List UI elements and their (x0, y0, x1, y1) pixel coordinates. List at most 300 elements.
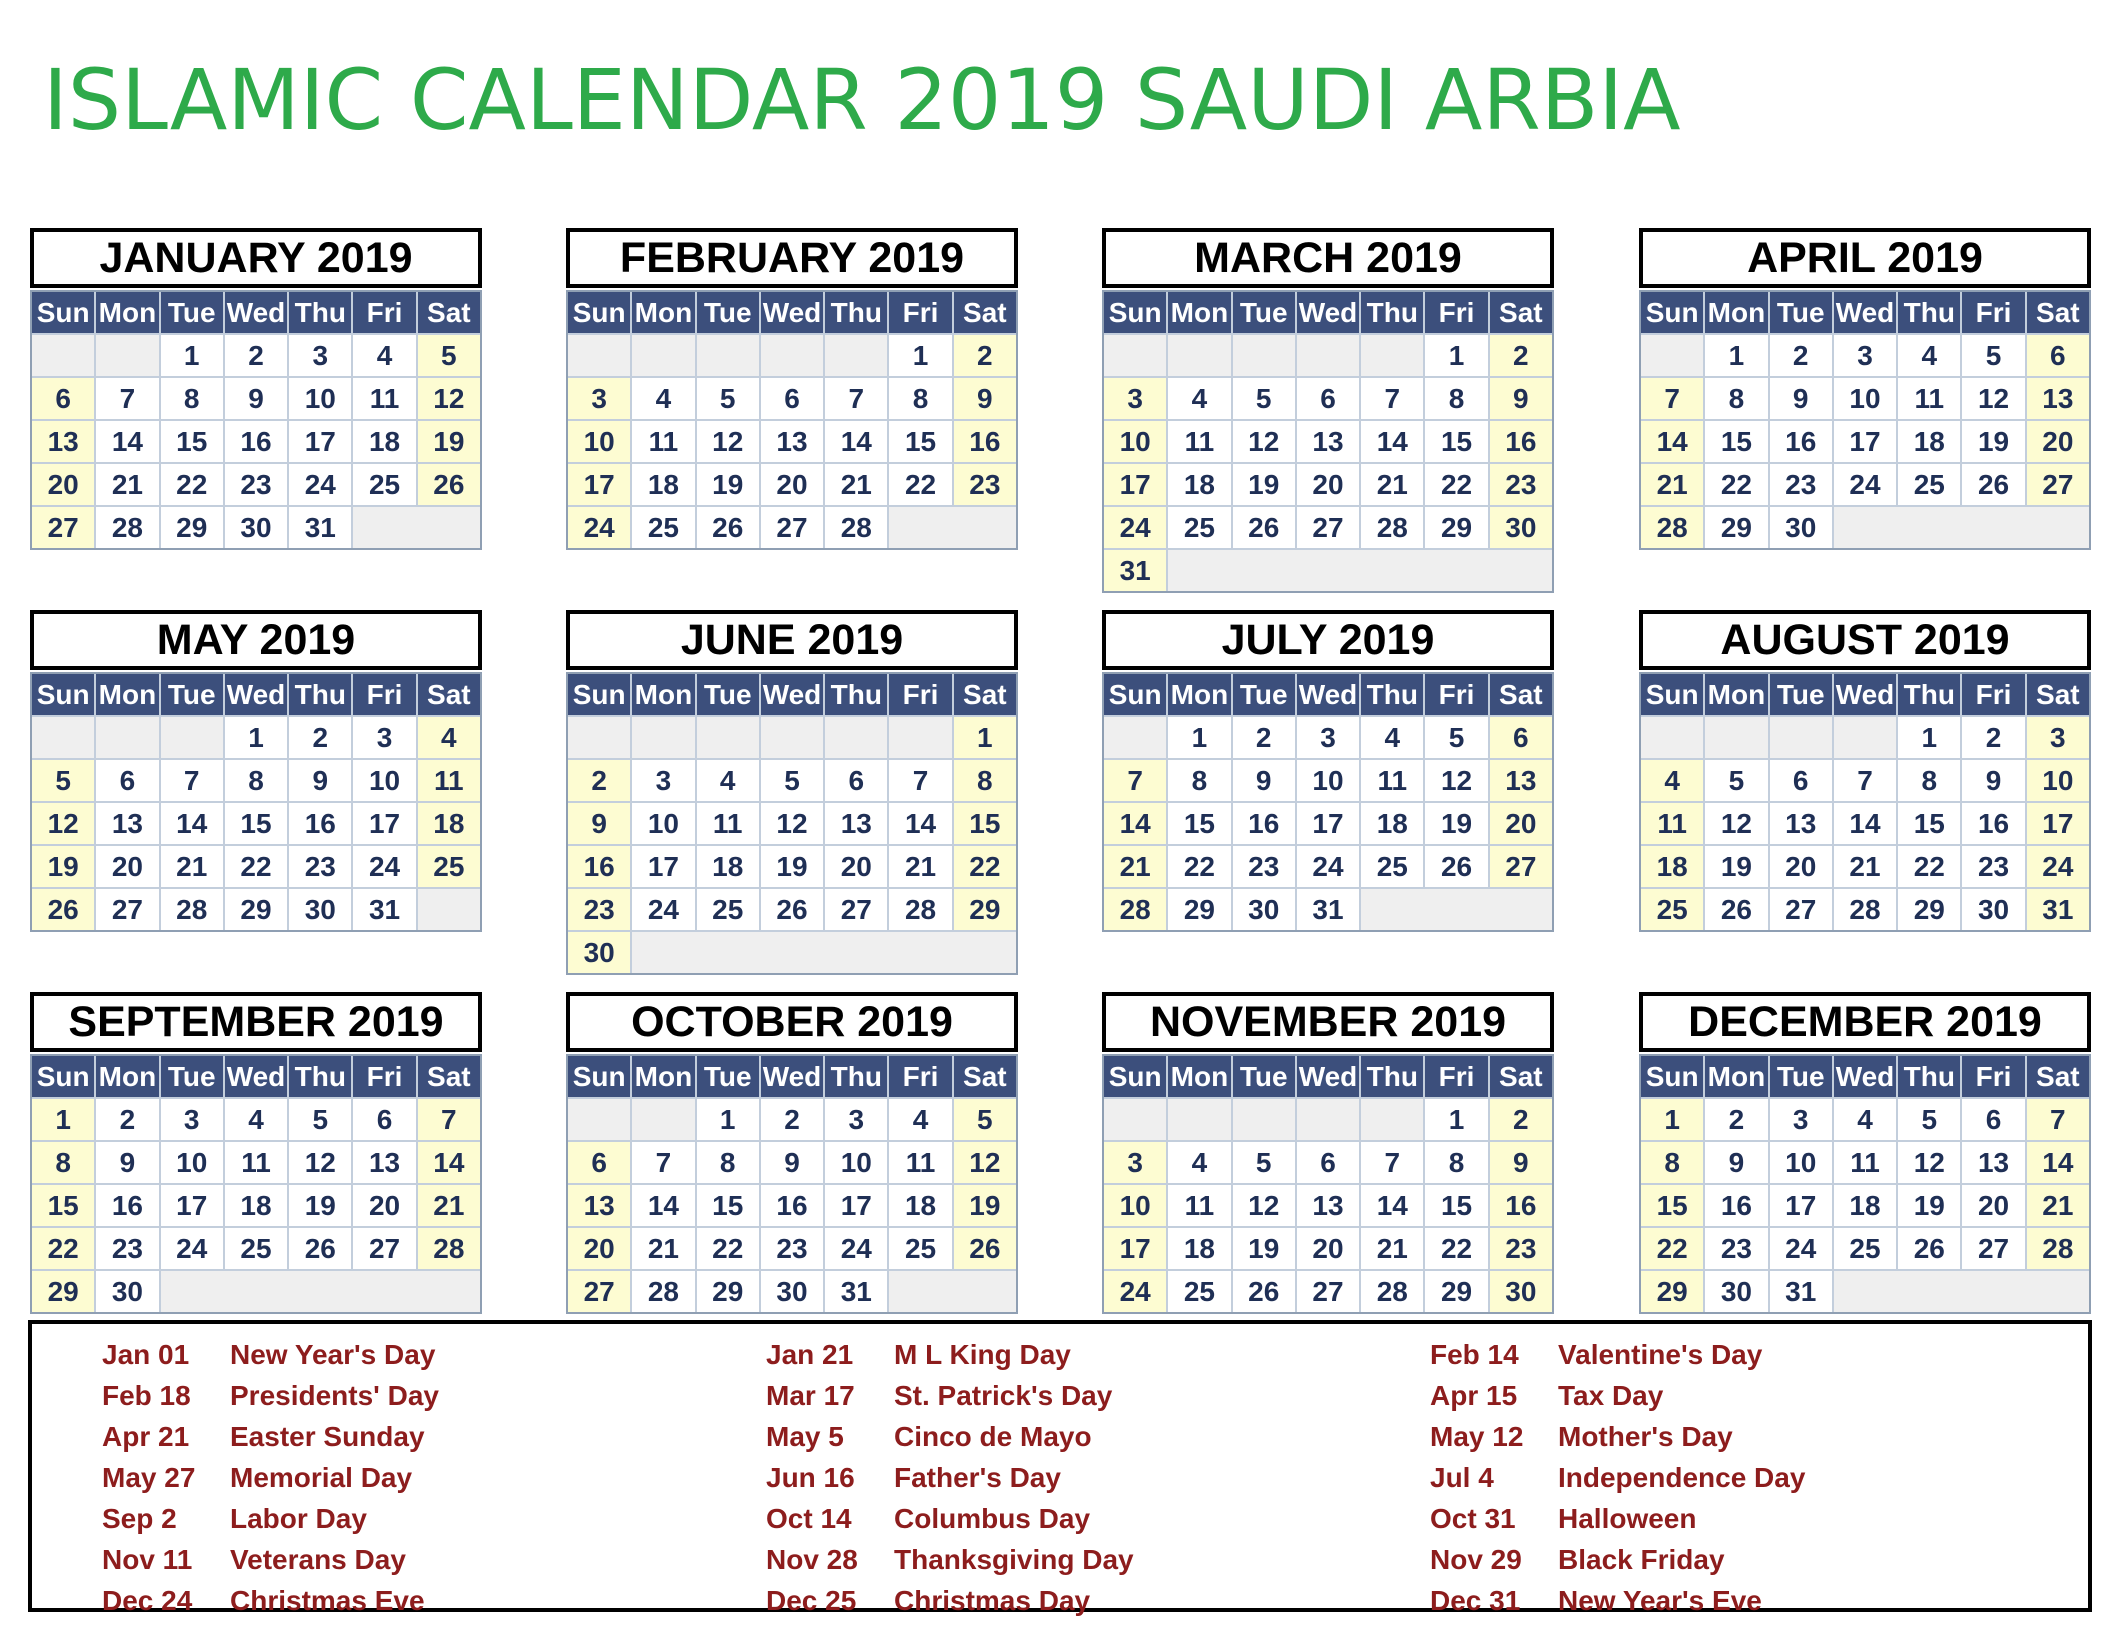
day-cell: 22 (697, 1228, 759, 1269)
day-cell: 16 (225, 421, 287, 462)
day-cell: 25 (225, 1228, 287, 1269)
day-cell: 8 (161, 378, 223, 419)
day-cell: 7 (632, 1142, 694, 1183)
day-cell: 26 (1898, 1228, 1960, 1269)
day-cell: 9 (225, 378, 287, 419)
day-cell: 23 (225, 464, 287, 505)
weekday-header: Fri (889, 1056, 951, 1097)
day-cell: 15 (1168, 803, 1230, 844)
day-cell: 10 (289, 378, 351, 419)
day-cell: 31 (1104, 550, 1166, 591)
day-cell: 2 (1770, 335, 1832, 376)
day-cell: 16 (1490, 1185, 1552, 1226)
day-cell: 16 (1770, 421, 1832, 462)
day-cell: 2 (96, 1099, 158, 1140)
day-cell: 26 (32, 889, 94, 930)
weekday-header: Wed (225, 1056, 287, 1097)
day-cell: 29 (161, 507, 223, 548)
holiday-name: Black Friday (1558, 1544, 1725, 1575)
month-title: FEBRUARY 2019 (566, 228, 1018, 288)
empty-day-cell (161, 1271, 480, 1312)
holiday-date: Apr 15 (1430, 1380, 1518, 1411)
day-cell: 14 (96, 421, 158, 462)
day-cell: 18 (632, 464, 694, 505)
day-cell: 13 (1297, 1185, 1359, 1226)
weekday-header: Fri (1962, 1056, 2024, 1097)
day-cell: 26 (761, 889, 823, 930)
empty-day-cell (1233, 335, 1295, 376)
day-cell: 11 (697, 803, 759, 844)
empty-day-cell (161, 717, 223, 758)
day-cell: 17 (353, 803, 415, 844)
day-cell: 18 (889, 1185, 951, 1226)
day-cell: 5 (761, 760, 823, 801)
day-cell: 4 (353, 335, 415, 376)
day-cell: 12 (418, 378, 480, 419)
month-calendar (1102, 992, 1554, 1314)
day-cell: 23 (1490, 1228, 1552, 1269)
month-title: MARCH 2019 (1102, 228, 1554, 288)
day-cell: 26 (954, 1228, 1016, 1269)
day-cell: 25 (889, 1228, 951, 1269)
day-cell: 30 (1490, 507, 1552, 548)
day-cell: 24 (2027, 846, 2089, 887)
weekday-header: Wed (225, 292, 287, 333)
weekday-header: Sun (568, 1056, 630, 1097)
month-calendar (1639, 228, 2091, 550)
month-title: NOVEMBER 2019 (1102, 992, 1554, 1052)
day-cell: 7 (825, 378, 887, 419)
day-cell: 14 (161, 803, 223, 844)
day-cell: 20 (1490, 803, 1552, 844)
day-cell: 11 (1168, 1185, 1230, 1226)
day-cell: 21 (632, 1228, 694, 1269)
weekday-header: Sun (1104, 674, 1166, 715)
holiday-date: Dec 25 (766, 1585, 857, 1616)
day-cell: 16 (761, 1185, 823, 1226)
day-cell: 15 (161, 421, 223, 462)
weekday-header: Tue (161, 292, 223, 333)
day-cell: 19 (954, 1185, 1016, 1226)
empty-day-cell (1705, 717, 1767, 758)
day-cell: 24 (1834, 464, 1896, 505)
empty-day-cell (1834, 507, 2089, 548)
empty-day-cell (889, 717, 951, 758)
holiday-list (28, 1320, 2092, 1616)
empty-day-cell (632, 717, 694, 758)
month-title: JULY 2019 (1102, 610, 1554, 670)
weekday-header: Sat (954, 1056, 1016, 1097)
day-cell: 26 (1425, 846, 1487, 887)
weekday-header: Fri (353, 292, 415, 333)
day-cell: 15 (1898, 803, 1960, 844)
day-cell: 25 (1898, 464, 1960, 505)
day-cell: 11 (889, 1142, 951, 1183)
day-cell: 4 (1641, 760, 1703, 801)
day-cell: 25 (1361, 846, 1423, 887)
empty-day-cell (825, 717, 887, 758)
empty-day-cell (1641, 717, 1703, 758)
month-day-grid (1639, 290, 2091, 550)
day-cell: 1 (1641, 1099, 1703, 1140)
day-cell: 7 (1834, 760, 1896, 801)
month-calendar (30, 228, 482, 550)
empty-day-cell (1770, 717, 1832, 758)
holiday-name: Veterans Day (230, 1544, 406, 1575)
day-cell: 27 (761, 507, 823, 548)
day-cell: 24 (1104, 1271, 1166, 1312)
day-cell: 2 (1233, 717, 1295, 758)
day-cell: 10 (161, 1142, 223, 1183)
day-cell: 13 (825, 803, 887, 844)
empty-day-cell (1233, 1099, 1295, 1140)
day-cell: 18 (225, 1185, 287, 1226)
day-cell: 31 (353, 889, 415, 930)
day-cell: 2 (568, 760, 630, 801)
weekday-header: Sun (32, 674, 94, 715)
day-cell: 18 (1168, 1228, 1230, 1269)
day-cell: 2 (225, 335, 287, 376)
empty-day-cell (889, 507, 1016, 548)
month-calendar (566, 228, 1018, 550)
weekday-header: Sun (1641, 674, 1703, 715)
day-cell: 18 (1168, 464, 1230, 505)
holiday-name: Memorial Day (230, 1462, 413, 1493)
weekday-header: Wed (761, 1056, 823, 1097)
day-cell: 7 (889, 760, 951, 801)
holiday-date: Sep 2 (102, 1503, 177, 1534)
day-cell: 22 (1425, 1228, 1487, 1269)
day-cell: 27 (1490, 846, 1552, 887)
day-cell: 10 (353, 760, 415, 801)
day-cell: 3 (289, 335, 351, 376)
day-cell: 22 (1425, 464, 1487, 505)
day-cell: 5 (697, 378, 759, 419)
day-cell: 23 (96, 1228, 158, 1269)
empty-day-cell (1168, 1099, 1230, 1140)
day-cell: 1 (697, 1099, 759, 1140)
day-cell: 15 (225, 803, 287, 844)
day-cell: 24 (1770, 1228, 1832, 1269)
day-cell: 15 (954, 803, 1016, 844)
day-cell: 28 (161, 889, 223, 930)
holiday-name: Mother's Day (1558, 1421, 1733, 1452)
day-cell: 24 (632, 889, 694, 930)
weekday-header: Mon (96, 674, 158, 715)
day-cell: 24 (289, 464, 351, 505)
day-cell: 12 (954, 1142, 1016, 1183)
day-cell: 9 (289, 760, 351, 801)
day-cell: 28 (825, 507, 887, 548)
day-cell: 18 (697, 846, 759, 887)
month-calendar (30, 992, 482, 1314)
weekday-header: Fri (353, 674, 415, 715)
day-cell: 14 (418, 1142, 480, 1183)
holiday-name: New Year's Day (230, 1339, 436, 1370)
day-cell: 27 (825, 889, 887, 930)
holiday-name: Father's Day (894, 1462, 1061, 1493)
holiday-name: New Year's Eve (1558, 1585, 1762, 1616)
month-calendar (566, 610, 1018, 975)
weekday-header: Sun (32, 292, 94, 333)
empty-day-cell (1104, 717, 1166, 758)
day-cell: 4 (225, 1099, 287, 1140)
day-cell: 10 (1104, 1185, 1166, 1226)
day-cell: 10 (632, 803, 694, 844)
empty-day-cell (1641, 335, 1703, 376)
weekday-header: Tue (1233, 1056, 1295, 1097)
day-cell: 16 (289, 803, 351, 844)
day-cell: 12 (289, 1142, 351, 1183)
month-title: SEPTEMBER 2019 (30, 992, 482, 1052)
day-cell: 8 (32, 1142, 94, 1183)
holiday-name: Columbus Day (894, 1503, 1091, 1534)
day-cell: 23 (954, 464, 1016, 505)
month-calendar (1639, 992, 2091, 1314)
day-cell: 15 (1641, 1185, 1703, 1226)
empty-day-cell (418, 889, 480, 930)
day-cell: 9 (96, 1142, 158, 1183)
day-cell: 3 (161, 1099, 223, 1140)
day-cell: 10 (825, 1142, 887, 1183)
day-cell: 22 (1168, 846, 1230, 887)
day-cell: 20 (761, 464, 823, 505)
day-cell: 15 (1425, 1185, 1487, 1226)
day-cell: 25 (353, 464, 415, 505)
holiday-date: May 12 (1430, 1421, 1524, 1452)
day-cell: 14 (1104, 803, 1166, 844)
day-cell: 29 (32, 1271, 94, 1312)
holiday-name: Presidents' Day (230, 1380, 439, 1411)
weekday-header: Mon (632, 674, 694, 715)
day-cell: 14 (1361, 421, 1423, 462)
day-cell: 7 (1641, 378, 1703, 419)
empty-day-cell (1168, 335, 1230, 376)
weekday-header: Wed (1297, 292, 1359, 333)
day-cell: 28 (1361, 507, 1423, 548)
day-cell: 5 (289, 1099, 351, 1140)
empty-day-cell (1168, 550, 1552, 591)
holiday-date: Feb 14 (1430, 1339, 1519, 1370)
day-cell: 1 (32, 1099, 94, 1140)
month-title: APRIL 2019 (1639, 228, 2091, 288)
day-cell: 18 (1641, 846, 1703, 887)
day-cell: 3 (1770, 1099, 1832, 1140)
day-cell: 20 (96, 846, 158, 887)
weekday-header: Sun (32, 1056, 94, 1097)
day-cell: 10 (568, 421, 630, 462)
day-cell: 23 (1705, 1228, 1767, 1269)
day-cell: 17 (161, 1185, 223, 1226)
day-cell: 30 (1705, 1271, 1767, 1312)
day-cell: 14 (889, 803, 951, 844)
month-title: MAY 2019 (30, 610, 482, 670)
day-cell: 25 (1641, 889, 1703, 930)
weekday-header: Mon (1168, 674, 1230, 715)
weekday-header: Tue (1770, 1056, 1832, 1097)
month-day-grid (566, 672, 1018, 975)
empty-day-cell (697, 335, 759, 376)
day-cell: 28 (889, 889, 951, 930)
day-cell: 27 (1770, 889, 1832, 930)
empty-day-cell (1361, 335, 1423, 376)
weekday-header: Sat (418, 674, 480, 715)
weekday-header: Tue (697, 292, 759, 333)
day-cell: 1 (1898, 717, 1960, 758)
weekday-header: Mon (1705, 674, 1767, 715)
month-day-grid (1639, 672, 2091, 932)
weekday-header: Mon (632, 1056, 694, 1097)
empty-day-cell (1361, 1099, 1423, 1140)
day-cell: 10 (2027, 760, 2089, 801)
weekday-header: Tue (1770, 292, 1832, 333)
weekday-header: Mon (1705, 292, 1767, 333)
empty-day-cell (1297, 1099, 1359, 1140)
day-cell: 27 (1297, 507, 1359, 548)
day-cell: 23 (568, 889, 630, 930)
empty-day-cell (761, 335, 823, 376)
day-cell: 19 (1898, 1185, 1960, 1226)
weekday-header: Wed (761, 674, 823, 715)
day-cell: 21 (161, 846, 223, 887)
day-cell: 28 (1104, 889, 1166, 930)
day-cell: 11 (1898, 378, 1960, 419)
day-cell: 31 (1770, 1271, 1832, 1312)
day-cell: 21 (1641, 464, 1703, 505)
empty-day-cell (96, 335, 158, 376)
day-cell: 15 (697, 1185, 759, 1226)
weekday-header: Thu (1898, 292, 1960, 333)
day-cell: 7 (161, 760, 223, 801)
day-cell: 16 (1705, 1185, 1767, 1226)
day-cell: 21 (96, 464, 158, 505)
day-cell: 2 (954, 335, 1016, 376)
day-cell: 8 (889, 378, 951, 419)
day-cell: 12 (1425, 760, 1487, 801)
month-title: JUNE 2019 (566, 610, 1018, 670)
day-cell: 30 (225, 507, 287, 548)
day-cell: 4 (1168, 1142, 1230, 1183)
day-cell: 15 (1425, 421, 1487, 462)
day-cell: 10 (1104, 421, 1166, 462)
weekday-header: Sun (568, 674, 630, 715)
month-title: JANUARY 2019 (30, 228, 482, 288)
day-cell: 20 (568, 1228, 630, 1269)
day-cell: 24 (1297, 846, 1359, 887)
day-cell: 17 (2027, 803, 2089, 844)
day-cell: 8 (1425, 1142, 1487, 1183)
weekday-header: Wed (1297, 674, 1359, 715)
weekday-header: Sat (1490, 674, 1552, 715)
empty-day-cell (568, 717, 630, 758)
day-cell: 26 (697, 507, 759, 548)
day-cell: 28 (1834, 889, 1896, 930)
day-cell: 3 (632, 760, 694, 801)
month-day-grid (30, 1054, 482, 1314)
weekday-header: Fri (1425, 674, 1487, 715)
day-cell: 14 (2027, 1142, 2089, 1183)
day-cell: 23 (761, 1228, 823, 1269)
weekday-header: Thu (825, 292, 887, 333)
day-cell: 14 (1834, 803, 1896, 844)
weekday-header: Mon (1168, 292, 1230, 333)
weekday-header: Wed (761, 292, 823, 333)
day-cell: 22 (1898, 846, 1960, 887)
weekday-header: Sat (1490, 292, 1552, 333)
day-cell: 26 (418, 464, 480, 505)
day-cell: 12 (1898, 1142, 1960, 1183)
holiday-name: St. Patrick's Day (894, 1380, 1113, 1411)
day-cell: 27 (1297, 1271, 1359, 1312)
weekday-header: Mon (632, 292, 694, 333)
weekday-header: Sun (1104, 1056, 1166, 1097)
day-cell: 21 (1361, 1228, 1423, 1269)
holiday-date: Oct 14 (766, 1503, 852, 1534)
weekday-header: Thu (1361, 1056, 1423, 1097)
day-cell: 26 (1705, 889, 1767, 930)
day-cell: 2 (1705, 1099, 1767, 1140)
day-cell: 29 (954, 889, 1016, 930)
day-cell: 13 (761, 421, 823, 462)
weekday-header: Thu (289, 1056, 351, 1097)
weekday-header: Fri (1962, 292, 2024, 333)
empty-day-cell (1104, 1099, 1166, 1140)
holiday-name: Labor Day (230, 1503, 367, 1534)
day-cell: 16 (1233, 803, 1295, 844)
empty-day-cell (1104, 335, 1166, 376)
weekday-header: Thu (1361, 674, 1423, 715)
day-cell: 24 (568, 507, 630, 548)
day-cell: 29 (697, 1271, 759, 1312)
empty-day-cell (632, 1099, 694, 1140)
weekday-header: Fri (353, 1056, 415, 1097)
day-cell: 23 (1770, 464, 1832, 505)
weekday-header: Sat (954, 674, 1016, 715)
day-cell: 1 (161, 335, 223, 376)
day-cell: 24 (161, 1228, 223, 1269)
day-cell: 8 (225, 760, 287, 801)
empty-day-cell (568, 1099, 630, 1140)
day-cell: 18 (1834, 1185, 1896, 1226)
day-cell: 9 (1962, 760, 2024, 801)
day-cell: 29 (1641, 1271, 1703, 1312)
day-cell: 8 (697, 1142, 759, 1183)
weekday-header: Tue (697, 674, 759, 715)
month-day-grid (1102, 672, 1554, 932)
month-calendar (566, 992, 1018, 1314)
day-cell: 20 (1962, 1185, 2024, 1226)
weekday-header: Thu (1361, 292, 1423, 333)
day-cell: 19 (697, 464, 759, 505)
day-cell: 8 (1898, 760, 1960, 801)
empty-day-cell (1834, 1271, 2089, 1312)
day-cell: 19 (1233, 464, 1295, 505)
day-cell: 6 (96, 760, 158, 801)
day-cell: 7 (96, 378, 158, 419)
day-cell: 22 (954, 846, 1016, 887)
holiday-name: Valentine's Day (1558, 1339, 1763, 1370)
month-day-grid (1102, 1054, 1554, 1314)
month-day-grid (566, 1054, 1018, 1314)
day-cell: 13 (2027, 378, 2089, 419)
holiday-date: Nov 29 (1430, 1544, 1522, 1575)
day-cell: 24 (353, 846, 415, 887)
month-day-grid (566, 290, 1018, 550)
day-cell: 27 (353, 1228, 415, 1269)
holiday-date: Oct 31 (1430, 1503, 1516, 1534)
day-cell: 11 (1641, 803, 1703, 844)
weekday-header: Mon (1168, 1056, 1230, 1097)
